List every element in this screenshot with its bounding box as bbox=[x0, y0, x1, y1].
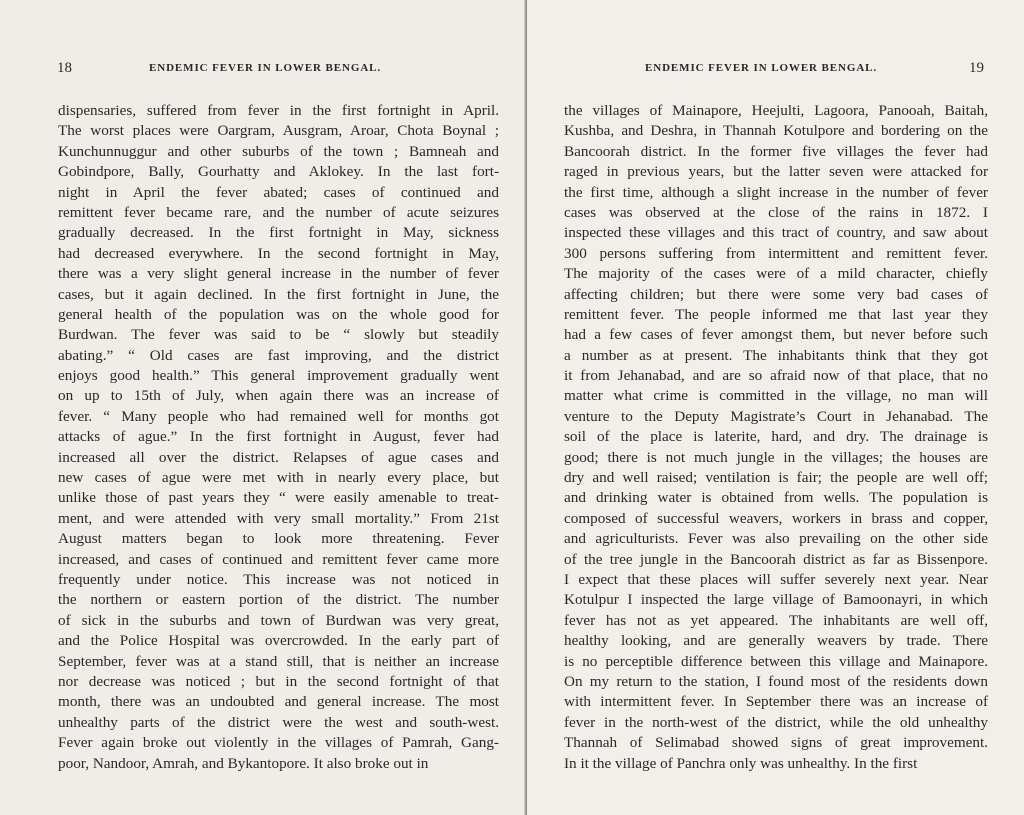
text-line: Thannah of Selimabad showed signs of great improvement. bbox=[564, 734, 988, 752]
left-page-body bbox=[58, 101, 499, 774]
text-line: affecting children; but there were some very bad cases of bbox=[564, 285, 988, 303]
text-line: dry and well raised; ventilation is fair; the people are well off; bbox=[564, 469, 988, 487]
text-line: In it the village of Panchra only was unhealthy. In the first bbox=[564, 754, 918, 772]
text-line: Kushba, and Deshra, in Thannah Kotulpore and bordering on the bbox=[564, 122, 988, 140]
text-line: Gobindpore, Bally, Gourhatty and Aklokey. In the last fort- bbox=[58, 163, 499, 181]
text-line: cases was observed at the close of the rains in 1872. I bbox=[564, 203, 988, 221]
text-line: night in April the fever abated; cases of continued and bbox=[58, 183, 499, 201]
text-line: raged in previous years, but the latter seven were attacked for bbox=[564, 163, 988, 181]
text-line: August matters began to look more threatening. Fever bbox=[58, 530, 499, 548]
text-line: on up to 15th of July, when again there was an increase of bbox=[58, 387, 499, 405]
right-page-body bbox=[564, 101, 988, 774]
page-number: 18 bbox=[57, 60, 72, 76]
text-line: general health of the population was on the whole good for bbox=[58, 305, 499, 323]
text-line: healthy looking, and are generally weavers by trade. There bbox=[564, 632, 988, 650]
text-line: fever. “ Many people who had remained well for months got bbox=[58, 407, 499, 425]
right-page bbox=[527, 0, 1024, 815]
text-line: the northern or eastern portion of the district. The number bbox=[58, 591, 499, 609]
text-line: September, fever was at a stand still, that is neither an increase bbox=[58, 652, 499, 670]
text-line: Kotulpur I inspected the large village of Bamoonayri, in which bbox=[564, 591, 988, 609]
text-line: nor decrease was noticed ; but in the second fortnight of that bbox=[58, 672, 499, 690]
text-line: matter what crime is committed in the village, no man will bbox=[564, 387, 988, 405]
text-line: there was a very slight general increase in the number of fever bbox=[58, 265, 499, 283]
text-line: soil of the place is laterite, hard, and dry. The drainage is bbox=[564, 428, 988, 446]
text-line: abating.” “ Old cases are fast improving, and the district bbox=[58, 346, 499, 364]
text-line: 300 persons suffering from intermittent and remittent fever. bbox=[564, 244, 988, 262]
text-line: and drinking water is obtained from wells. The population is bbox=[564, 489, 988, 507]
text-line: month, there was an undoubted and general increase. The most bbox=[58, 693, 499, 711]
text-line: the first time, although a slight increase in the number of fever bbox=[564, 183, 988, 201]
text-line: Kunchunnuggur and other suburbs of the town ; Bamneah and bbox=[58, 142, 499, 160]
running-title: ENDEMIC FEVER IN LOWER BENGAL. bbox=[149, 62, 382, 74]
text-line: The majority of the cases were of a mild character, chiefly bbox=[564, 265, 988, 283]
text-line: The worst places were Oargram, Ausgram, Aroar, Chota Boynal ; bbox=[58, 122, 499, 140]
text-line: Fever again broke out violently in the villages of Pamrah, Gang- bbox=[58, 734, 499, 752]
text-line: increased all over the district. Relapses of ague cases and bbox=[58, 448, 499, 466]
text-line: and the Police Hospital was overcrowded. In the early part of bbox=[58, 632, 499, 650]
text-line: fever has not as yet appeared. The inhabitants are well off, bbox=[564, 611, 988, 629]
text-line: dispensaries, suffered from fever in the first fortnight in April. bbox=[58, 102, 499, 119]
text-line: inspected these villages and this tract of country, and saw about bbox=[564, 224, 988, 242]
text-line: cases, but it again declined. In the first fortnight in June, the bbox=[58, 285, 499, 303]
text-line: had a few cases of fever amongst them, but never before such bbox=[564, 326, 988, 344]
text-line: with intermittent fever. In September there was an increase of bbox=[564, 693, 988, 711]
text-line: frequently under notice. This increase was not noticed in bbox=[58, 570, 499, 588]
text-line: I expect that these places will suffer severely next year. Near bbox=[564, 570, 988, 588]
text-line: fever in the north-west of the district, while the old unhealthy bbox=[564, 713, 988, 731]
text-line: is no perceptible difference between this village and Mainapore. bbox=[564, 652, 988, 670]
text-line: remittent fever. The people informed me that last year they bbox=[564, 305, 988, 323]
text-line: had decreased everywhere. In the second fortnight in May, bbox=[58, 244, 499, 262]
text-line: of the tree jungle in the Bancoorah district as far as Bissenpore. bbox=[564, 550, 988, 568]
text-line: Bancoorah district. In the former five villages the fever had bbox=[564, 142, 988, 160]
text-line: On my return to the station, I found most of the residents down bbox=[564, 672, 988, 690]
text-line: ment, and were attended with very small mortality.” From 21st bbox=[58, 509, 499, 527]
text-line: of sick in the suburbs and town of Burdwan was very great, bbox=[58, 611, 499, 629]
text-line: new cases of ague were met with in nearly every place, but bbox=[58, 469, 499, 487]
text-line: gradually decreased. In the first fortnight in May, sickness bbox=[58, 224, 499, 242]
text-line: a number as at present. The inhabitants think that they got bbox=[564, 346, 988, 364]
text-line: unlike those of past years they “ were easily amenable to treat- bbox=[58, 489, 499, 507]
text-line: composed of successful weavers, workers in brass and copper, bbox=[564, 509, 988, 527]
text-line: attacks of ague.” In the first fortnight in August, fever had bbox=[58, 428, 499, 446]
text-line: venture to the Deputy Magistrate’s Court in Jehanabad. The bbox=[564, 407, 988, 425]
text-line: good; there is not much jungle in the villages; the houses are bbox=[564, 448, 988, 466]
text-line: enjoys good health.” This general improvement gradually went bbox=[58, 367, 499, 385]
page-number: 19 bbox=[969, 60, 984, 76]
text-line: increased, and cases of continued and remittent fever came more bbox=[58, 550, 499, 568]
running-title: ENDEMIC FEVER IN LOWER BENGAL. bbox=[645, 62, 878, 74]
text-line: remittent fever became rare, and the number of acute seizures bbox=[58, 203, 499, 221]
text-line: the villages of Mainapore, Heejulti, Lagoora, Panooah, Baitah, bbox=[564, 102, 988, 119]
text-line: it from Jehanabad, and are so afraid now of that place, that no bbox=[564, 367, 988, 385]
text-line: Burdwan. The fever was said to be “ slowly but steadily bbox=[58, 326, 499, 344]
text-line: poor, Nandoor, Amrah, and Bykantopore. It also broke out in bbox=[58, 754, 429, 772]
text-line: and agriculturists. Fever was also prevailing on the other side bbox=[564, 530, 988, 548]
text-line: unhealthy parts of the district were the west and south-west. bbox=[58, 713, 499, 731]
